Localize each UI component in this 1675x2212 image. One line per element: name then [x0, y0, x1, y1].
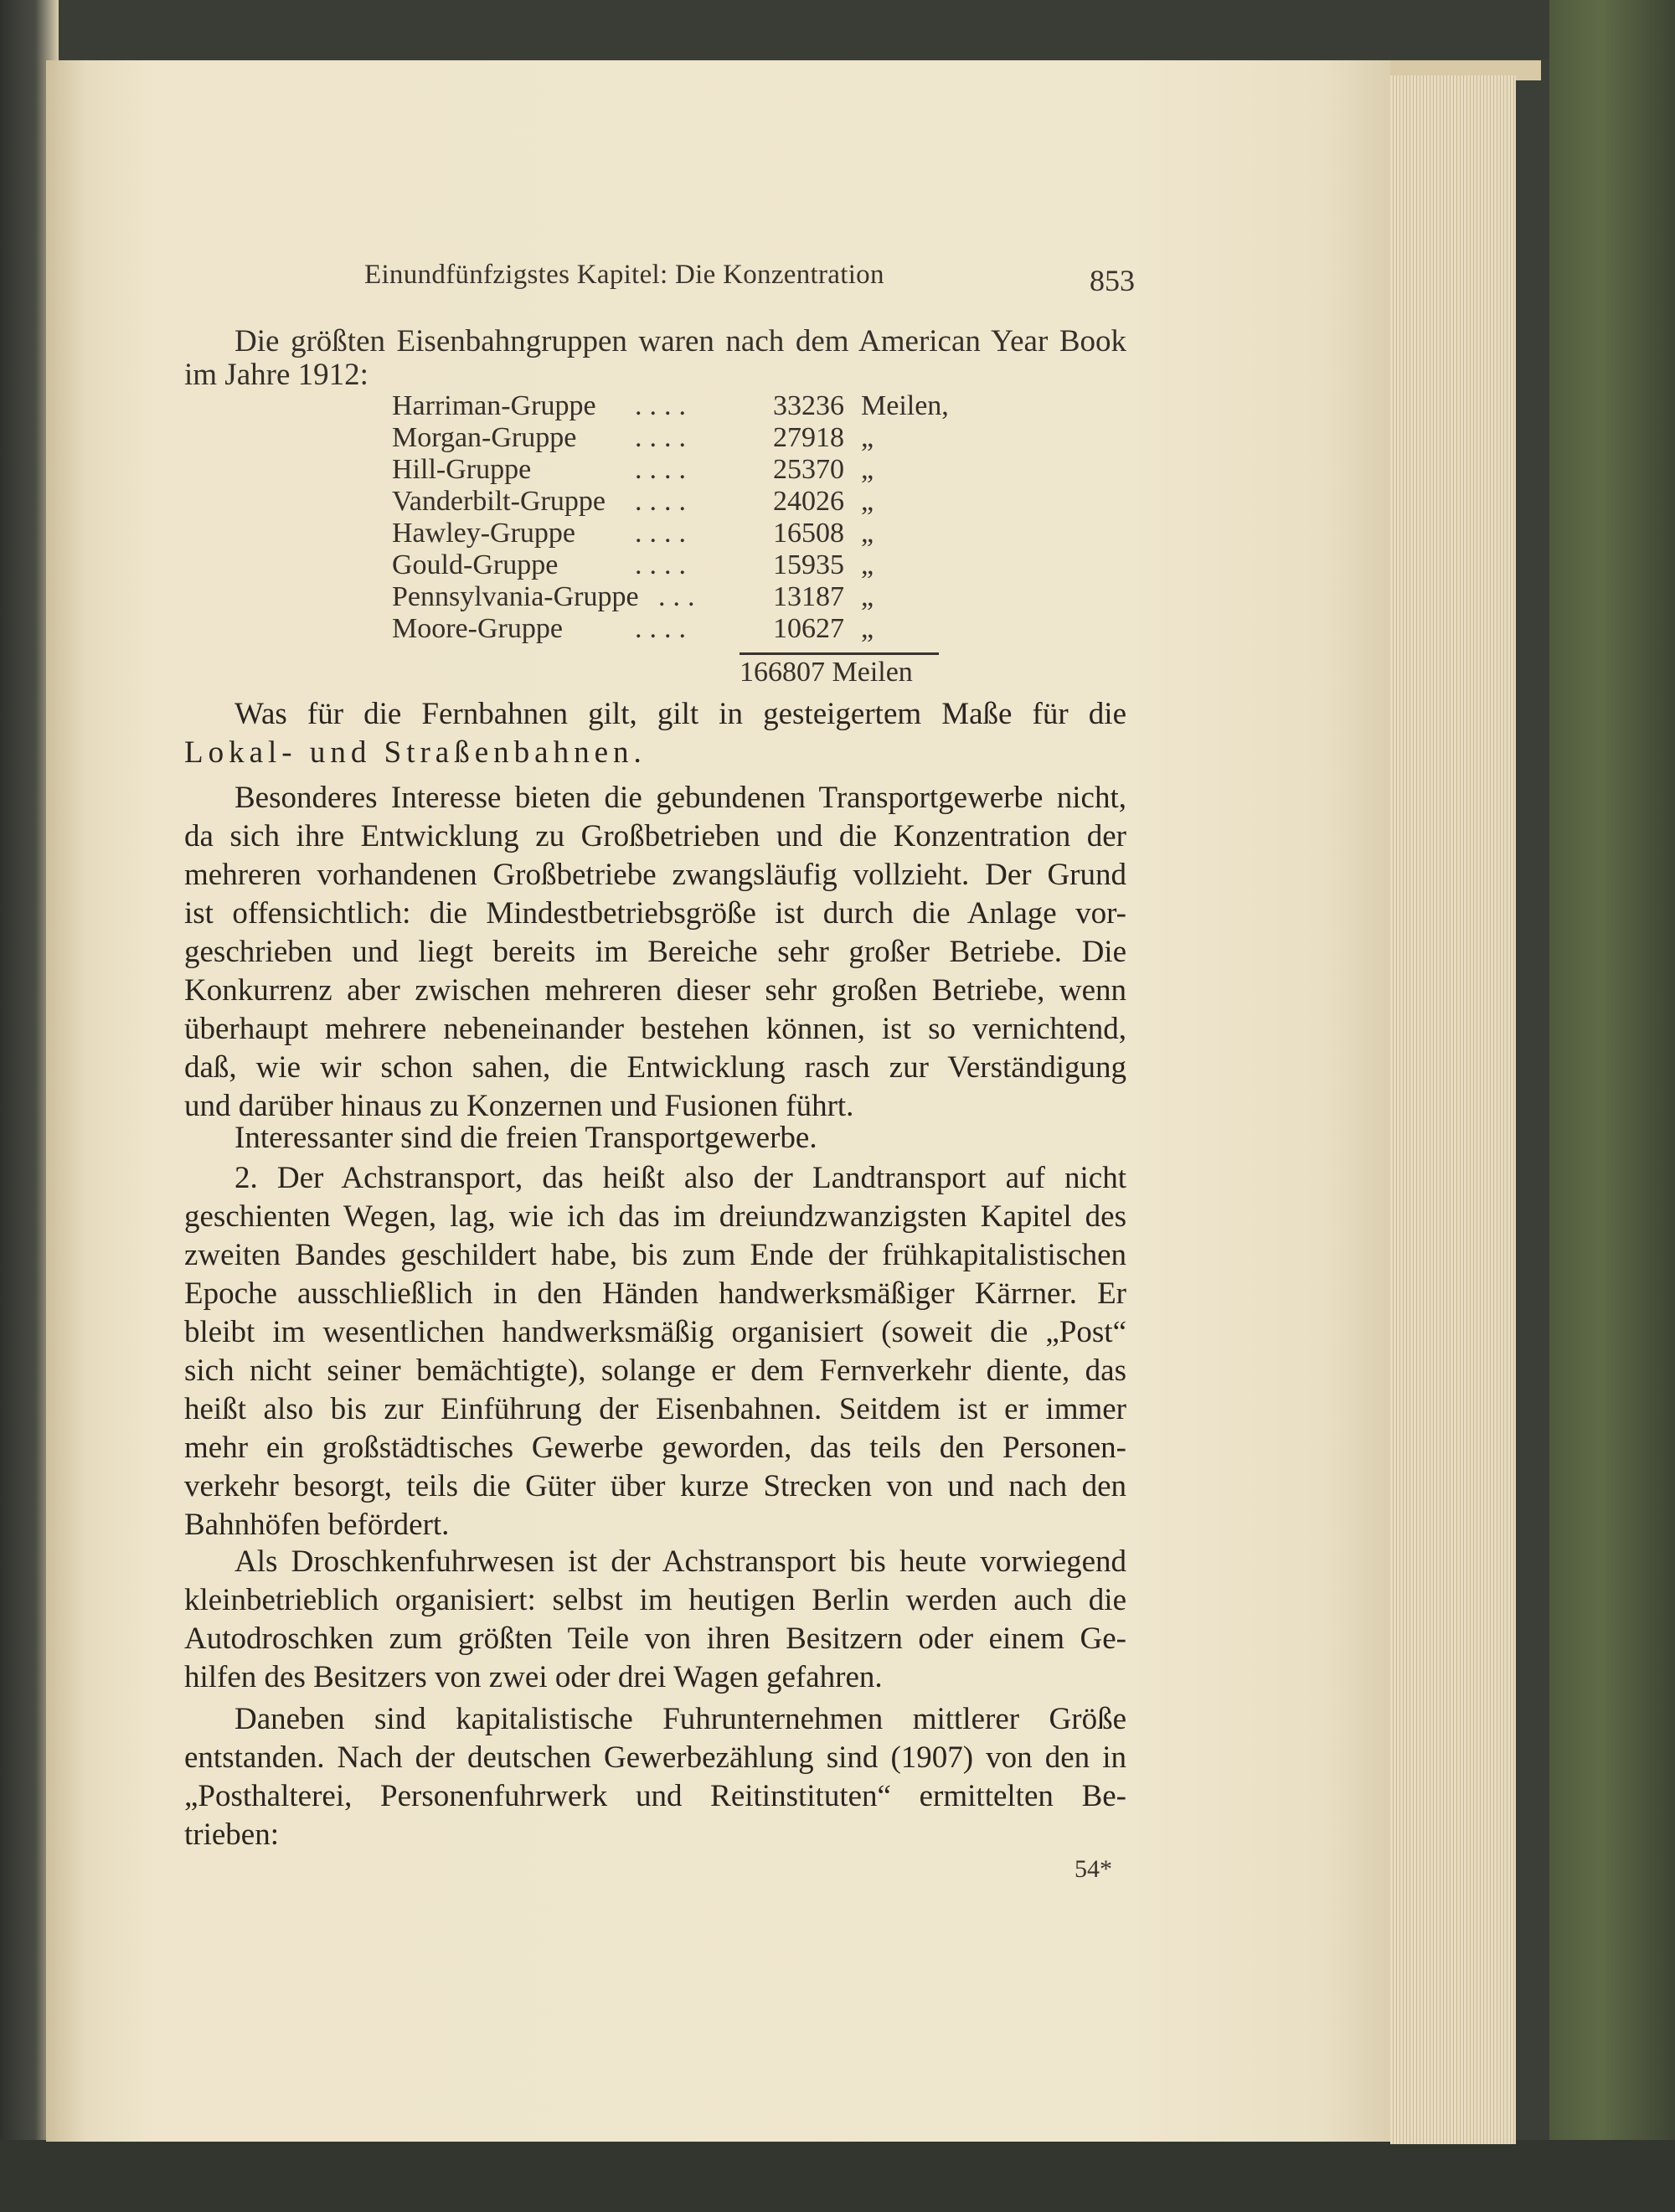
book-cover-top [0, 0, 1675, 59]
group-miles: 27918 [773, 422, 844, 453]
leader-dots: .... [635, 390, 693, 421]
group-miles: 33236 [773, 390, 844, 421]
group-name: Vanderbilt-Gruppe [392, 486, 606, 517]
page-number: 853 [1090, 264, 1135, 297]
group-name: Hawley-Gruppe [392, 518, 576, 549]
paragraph-fernbahnen [184, 695, 1126, 772]
text-line: mehr ein großstädtisches Gewerbe geworden, das teils den Personen- [184, 1431, 1126, 1465]
group-name: Hill-Gruppe [392, 454, 532, 485]
text-line: Lokal- und Straßenbahnen. [184, 735, 647, 770]
paragraph-fuhrunternehmen [184, 1700, 1126, 1854]
group-name: Moore-Gruppe [392, 613, 563, 644]
book-cover-bottom [0, 2140, 1675, 2212]
unit-label: „ [861, 454, 874, 485]
text-line: zweiten Bandes geschildert habe, bis zum Ende der frühkapitalistischen [184, 1238, 1126, 1272]
text-line: hilfen des Besitzers von zwei oder drei Wagen gefahren. [184, 1660, 883, 1694]
text-line: verkehr besorgt, teils die Güter über kurze Strecken von und nach den [184, 1469, 1126, 1503]
text-line: Konkurrenz aber zwischen mehreren dieser sehr großen Betriebe, wenn [184, 973, 1126, 1008]
group-name: Harriman-Gruppe [392, 390, 596, 421]
text-line: geschrieben und liegt bereits im Bereiche sehr großer Betriebe. Die [184, 935, 1126, 969]
group-miles: 24026 [773, 486, 844, 517]
table-total: 166807 Meilen [740, 657, 913, 688]
leader-dots: .... [635, 454, 693, 485]
text-line: daß, wie wir schon sahen, die Entwicklung rasch zur Verständigung [184, 1050, 1126, 1085]
book-cover-right [1549, 0, 1675, 2212]
leader-dots: .... [635, 613, 693, 644]
text-line: und darüber hinaus zu Konzernen und Fusionen führt. [184, 1089, 854, 1123]
group-name: Pennsylvania-Gruppe [392, 581, 639, 612]
unit-label: „ [861, 422, 874, 453]
group-miles: 13187 [773, 581, 844, 612]
sum-rule [740, 652, 939, 655]
running-head [180, 260, 1143, 302]
text-line: Bahnhöfen befördert. [184, 1508, 450, 1542]
intro-line: Die größten Eisenbahngruppen waren nach dem American Year Book [234, 324, 1126, 358]
text-line: heißt also bis zur Einführung der Eisenbahnen. Seitdem ist er immer [184, 1392, 1126, 1426]
text-line: entstanden. Nach der deutschen Gewerbezählung sind (1907) von den in [184, 1740, 1126, 1775]
text-line: Als Droschkenfuhrwesen ist der Achstransport bis heute vorwiegend [234, 1544, 1126, 1579]
text-line: sich nicht seiner bemächtigte), solange er dem Fernverkehr diente, das [184, 1353, 1126, 1388]
leader-dots: .... [635, 518, 693, 549]
text-line: „Posthalterei, Personenfuhrwerk und Reitinstituten“ ermittelten Be- [184, 1779, 1126, 1813]
paragraph-achstransport [184, 1159, 1126, 1544]
text-line: mehreren vorhandenen Großbetriebe zwangsläufig vollzieht. Der Grund [184, 858, 1126, 892]
text-line: Besonderes Interesse bieten die gebundenen Transportgewerbe nicht, [234, 781, 1126, 815]
signature-mark: 54* [1075, 1855, 1112, 1883]
text-line: Interessanter sind die freien Transportgewerbe. [234, 1121, 817, 1155]
group-name: Morgan-Gruppe [392, 422, 577, 453]
unit-label: „ [861, 518, 874, 549]
running-head-title: Einundfünfzigstes Kapitel: Die Konzentration [364, 260, 884, 290]
page-edges [1390, 75, 1516, 2144]
unit-label: „ [861, 549, 874, 580]
text-line: da sich ihre Entwicklung zu Großbetrieben und die Konzentration der [184, 819, 1126, 853]
group-miles: 10627 [773, 613, 844, 644]
paragraph-droschkenfuhrwesen [184, 1543, 1126, 1697]
text-line: bleibt im wesentlichen handwerksmäßig organisiert (soweit die „Post“ [184, 1315, 1126, 1349]
group-miles: 25370 [773, 454, 844, 485]
leader-dots: .... [635, 422, 693, 453]
group-miles: 16508 [773, 518, 844, 549]
intro-line: im Jahre 1912: [184, 358, 368, 392]
leader-dots: .... [635, 549, 693, 580]
group-miles: 15935 [773, 549, 844, 580]
group-name: Gould-Gruppe [392, 549, 559, 580]
text-line: Daneben sind kapitalistische Fuhrunternehmen mittlerer Größe [234, 1702, 1126, 1736]
text-line: ist offensichtlich: die Mindestbetriebsgröße ist durch die Anlage vor- [184, 896, 1126, 931]
text-line: 2. Der Achstransport, das heißt also der Landtransport auf nicht [234, 1161, 1126, 1195]
text-line: Epoche ausschließlich in den Händen handwerksmäßiger Kärrner. Er [184, 1276, 1126, 1311]
text-line: geschienten Wegen, lag, wie ich das im dreiundzwanzigsten Kapitel des [184, 1199, 1126, 1234]
leader-dots: ... [658, 581, 703, 612]
paragraph-gebundene-transportgewerbe [184, 779, 1126, 1126]
unit-label: „ [861, 613, 874, 644]
text-line: Autodroschken zum größten Teile von ihren Besitzern oder einem Ge- [184, 1622, 1126, 1656]
leader-dots: .... [635, 486, 693, 517]
intro-paragraph [184, 325, 1126, 392]
text-line: Was für die Fernbahnen gilt, gilt in gesteigertem Maße für die [234, 697, 1126, 731]
text-line: kleinbetrieblich organisiert: selbst im heutigen Berlin werden auch die [184, 1583, 1126, 1617]
text-line: überhaupt mehrere nebeneinander bestehen können, ist so vernichtend, [184, 1012, 1126, 1046]
unit-label: Meilen, [861, 390, 949, 421]
paragraph-freie-transportgewerbe [184, 1119, 1126, 1158]
unit-label: „ [861, 486, 874, 517]
text-line: trieben: [184, 1818, 280, 1852]
unit-label: „ [861, 581, 874, 612]
